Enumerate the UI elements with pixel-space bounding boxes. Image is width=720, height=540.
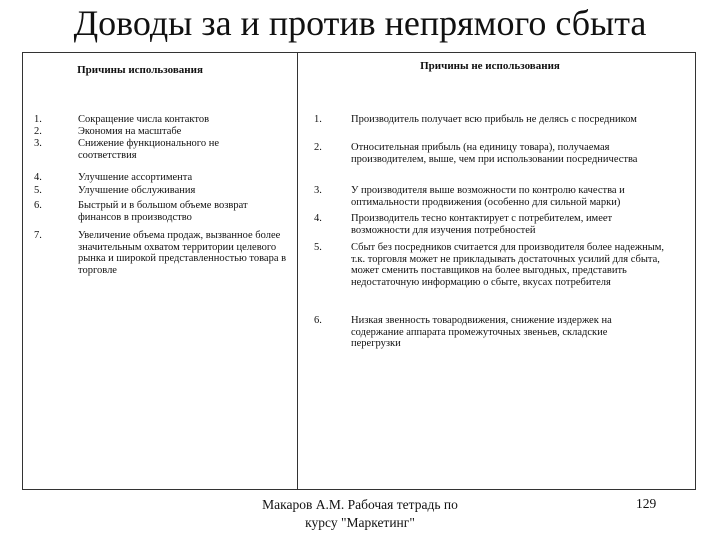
list-item-text: Быстрый и в большом объеме возврат финансов в производство xyxy=(78,200,248,223)
list-item-text: Снижение функционального не соответствия xyxy=(78,138,220,161)
list-item-number: 5. xyxy=(314,242,322,253)
list-item-text: Увеличение объема продаж, вызванное более значительным охватом территории целевого рынка и широкой представленностью товара в торговле xyxy=(78,230,287,276)
list-item-text: Производитель тесно контактирует с потребителем, имеет возможности для изучения потребностей xyxy=(351,213,613,236)
list-item-number: 6. xyxy=(314,315,322,326)
list-item-text: Сбыт без посредников считается для производителя более надежным, т.к. торговля может не прикладывать достаточных усилий для сбыта, может сменить поставщиков на более выгодных, представить недостаточную информацию о сбыте, вкусах потребителя xyxy=(351,242,665,288)
list-item-number: 1. xyxy=(34,114,42,125)
list-item-text: У производителя выше возможности по контролю качества и оптимальности продвижения (особенно для сильной марки) xyxy=(351,185,625,208)
list-item-text: Экономия на масштабе xyxy=(78,126,182,137)
list-item-number: 3. xyxy=(314,185,322,196)
left-column-heading: Причины использования xyxy=(77,64,203,76)
list-item-number: 2. xyxy=(34,126,42,137)
list-item-number: 4. xyxy=(314,213,322,224)
list-item-number: 1. xyxy=(314,114,322,125)
footer-line-2: курсу "Маркетинг" xyxy=(305,515,415,530)
list-item-number: 4. xyxy=(34,172,42,183)
list-item-number: 5. xyxy=(34,185,42,196)
list-item-text: Низкая звенность товародвижения, снижение издержек на содержание аппарата промежуточных звеньев, складские перегрузки xyxy=(351,315,612,350)
list-item-number: 2. xyxy=(314,142,322,153)
column-divider xyxy=(297,52,298,490)
right-column-heading: Причины не использования xyxy=(420,60,560,72)
page-title: Доводы за и против непрямого сбыта xyxy=(73,3,647,43)
list-item-text: Улучшение ассортимента xyxy=(78,172,193,183)
page-number: 129 xyxy=(636,496,657,511)
footer-line-1: Макаров А.М. Рабочая тетрадь по xyxy=(262,497,458,512)
list-item-text: Сокращение числа контактов xyxy=(78,114,210,125)
footer-citation xyxy=(230,496,490,532)
list-item-text: Производитель получает всю прибыль не делясь с посредником xyxy=(351,114,637,125)
list-item-number: 3. xyxy=(34,138,42,149)
list-item-text: Относительная прибыль (на единицу товара), получаемая производителем, выше, чем при использовании посредничества xyxy=(351,142,638,165)
list-item-number: 7. xyxy=(34,230,42,241)
list-item-text: Улучшение обслуживания xyxy=(78,185,196,196)
list-item-number: 6. xyxy=(34,200,42,211)
